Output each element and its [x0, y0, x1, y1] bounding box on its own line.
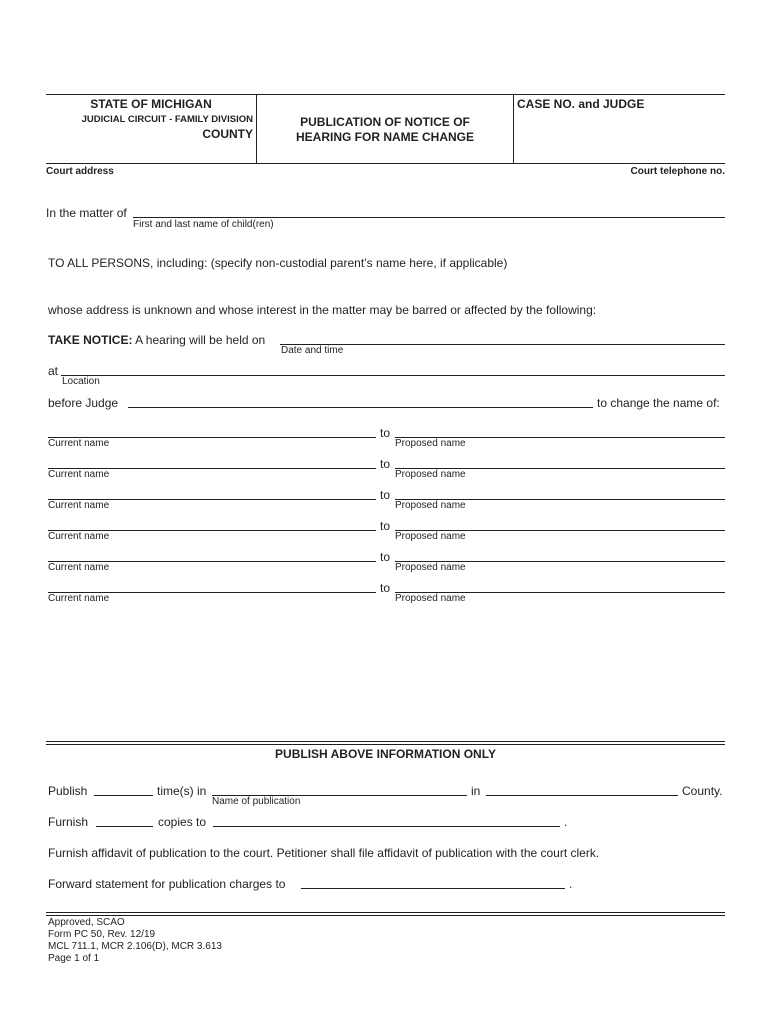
- proposed-name-sublabel: Proposed name: [395, 438, 466, 449]
- in-label: in: [471, 784, 481, 798]
- county-label: COUNTY: [202, 127, 253, 141]
- to-label: to: [380, 426, 391, 440]
- child-name-field[interactable]: [133, 217, 725, 218]
- county-suffix-label: County.: [682, 784, 723, 798]
- copies-to-field[interactable]: [213, 826, 560, 827]
- publish-label: Publish: [48, 784, 88, 798]
- footer-rule-1: [46, 912, 725, 913]
- court-telephone-label: Court telephone no.: [630, 166, 725, 177]
- proposed-name-sublabel: Proposed name: [395, 562, 466, 573]
- footer-form-number: Form PC 50, Rev. 12/19: [48, 929, 156, 940]
- take-notice-label: TAKE NOTICE:: [48, 333, 133, 347]
- all-persons-text: TO ALL PERSONS, including: (specify non-custodial parent’s name here, if applicable): [48, 256, 508, 270]
- current-name-sublabel: Current name: [48, 438, 110, 449]
- forward-to-field[interactable]: [301, 888, 565, 889]
- current-name-sublabel: Current name: [48, 562, 110, 573]
- footer-block: [48, 917, 222, 965]
- to-label: to: [380, 550, 391, 564]
- to-label: to: [380, 581, 391, 595]
- footer-page-number: Page 1 of 1: [48, 953, 100, 964]
- copies-to-label: copies to: [158, 815, 207, 829]
- to-label: to: [380, 488, 391, 502]
- publication-sublabel: Name of publication: [212, 796, 301, 807]
- current-name-sublabel: Current name: [48, 593, 110, 604]
- publish-top-rule-2: [46, 744, 725, 745]
- form-title-line1: PUBLICATION OF NOTICE OF: [300, 115, 470, 129]
- footer-statutes: MCL 711.1, MCR 2.106(D), MCR 3.613: [48, 941, 222, 952]
- forward-label: Forward statement for publication charges to: [48, 877, 286, 891]
- court-division-label: JUDICIAL CIRCUIT - FAMILY DIVISION: [81, 114, 253, 125]
- matter-label: In the matter of: [46, 206, 127, 220]
- copies-period: .: [564, 815, 568, 829]
- publish-heading: PUBLISH ABOVE INFORMATION ONLY: [275, 747, 496, 761]
- publish-county-field[interactable]: [486, 795, 678, 796]
- hearing-date-field[interactable]: [280, 344, 725, 345]
- state-label: STATE OF MICHIGAN: [90, 97, 212, 111]
- form-title-line2: HEARING FOR NAME CHANGE: [295, 130, 474, 144]
- header-divider-right: [513, 95, 514, 163]
- current-name-sublabel: Current name: [48, 469, 110, 480]
- publish-times-field[interactable]: [94, 795, 153, 796]
- to-label: to: [380, 457, 391, 471]
- current-name-sublabel: Current name: [48, 500, 110, 511]
- case-no-label: CASE NO. and JUDGE: [517, 97, 645, 111]
- judge-name-field[interactable]: [128, 407, 593, 408]
- hearing-text: A hearing will be held on: [135, 333, 266, 347]
- header-bottom-rule: [46, 163, 725, 164]
- before-judge-label: before Judge: [48, 396, 119, 410]
- current-name-sublabel: Current name: [48, 531, 110, 542]
- footer-approved: Approved, SCAO: [48, 917, 125, 928]
- at-label: at: [48, 364, 59, 378]
- header-divider-left: [256, 95, 257, 163]
- proposed-name-sublabel: Proposed name: [395, 593, 466, 604]
- court-address-label: Court address: [46, 166, 114, 177]
- change-name-label: to change the name of:: [597, 396, 720, 410]
- forward-period: .: [569, 877, 573, 891]
- date-time-sublabel: Date and time: [281, 345, 344, 356]
- times-in-label: time(s) in: [157, 784, 207, 798]
- address-unknown-text: whose address is unknown and whose interest in the matter may be barred or affected by the following:: [48, 303, 597, 317]
- furnish-copies-field[interactable]: [96, 826, 153, 827]
- proposed-name-sublabel: Proposed name: [395, 469, 466, 480]
- child-name-sublabel: First and last name of child(ren): [133, 219, 274, 230]
- footer-rule-2: [46, 915, 725, 916]
- proposed-name-sublabel: Proposed name: [395, 531, 466, 542]
- location-field[interactable]: [61, 375, 725, 376]
- to-label: to: [380, 519, 391, 533]
- header-top-rule: [46, 94, 725, 95]
- publish-top-rule-1: [46, 741, 725, 742]
- affidavit-text: Furnish affidavit of publication to the court. Petitioner shall file affidavit of publication with the court clerk.: [48, 846, 600, 860]
- furnish-label: Furnish: [48, 815, 89, 829]
- location-sublabel: Location: [62, 376, 100, 387]
- take-notice-line: [48, 333, 265, 347]
- proposed-name-sublabel: Proposed name: [395, 500, 466, 511]
